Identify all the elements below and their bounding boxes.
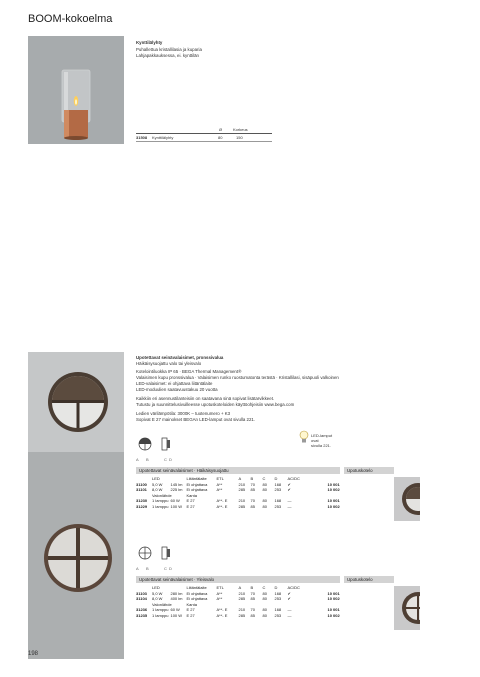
col-a: A [238,476,242,481]
cell-b: 70 [250,590,255,596]
cell-a: 210 [238,607,246,613]
cell-lamp: 1 lamppu [152,498,169,504]
dimension-label-c: C [164,566,167,571]
table-bar-housing: Upotuskotelo [344,467,394,474]
cell-code: 31103 [136,590,147,596]
cell-acdc: — [287,503,292,509]
cell-etl: A**- E [216,612,228,618]
table-rule [136,133,272,134]
cell-a: 210 [238,590,246,596]
col-gear: Liitäntälaite [186,585,207,590]
dimension-label-b: B [146,566,149,571]
feature-line: Valaisimen kupu pronssivalua · Valaisimen runko ruostumatonta terästä · Kristallilasi, sisäpuoli valkoinen [136,375,339,380]
cell-lumen: 280 lm [170,590,183,596]
cell-code: 31235 [136,612,148,618]
cell-a: 285 [238,487,246,493]
section-title: Upotettavat seinävalaisimet, pronssivalua [136,355,224,360]
col-acdc: AC/DC [287,585,300,590]
section-subtitle: Häikäisysuojattu valo tai yleisvalo [136,361,202,366]
cell-acdc: — [287,612,292,618]
led-callout-line: ovat [311,438,319,443]
product-diameter: 80 [218,135,223,140]
cell-c: 80 [262,498,267,504]
col-base: Kanta [186,492,197,498]
led-spec-table-shielded [136,476,342,510]
cell-a: 285 [238,596,246,602]
cell-code: 31101 [136,487,147,493]
bulb-note: Sopivat E 27 mainokset BEGAn LED-lamput ovat sivulla 221. [136,417,256,422]
led-callout-line: sivulla 221. [311,443,332,448]
feature-line: Kotelointiluokka IP 65 · BEGA Thermal Management® [136,369,242,374]
cell-b: 85 [250,487,255,493]
cell-acdc: — [287,607,292,613]
led-spec-table-general [136,585,342,619]
product-description-line: Puhallettua kristallilasia ja kuparia [136,47,202,52]
table-bar-shielded: Upotettavat seinävalaisimet · Häikäisysuojattu [136,467,340,474]
cell-a: 210 [238,481,246,487]
dimension-label-d: D [169,566,172,571]
feature-line: LED-moduulien saatavuustakuu 20 vuotta [136,387,218,392]
cell-code: 31100 [136,481,147,487]
cell-lumen: 145 lm [170,481,183,487]
cell-code: 31104 [136,596,147,602]
product-photo-candle-lantern [28,36,124,144]
dimension-label-a: A [136,566,139,571]
cell-lamp: 1 lamppu [152,607,169,613]
cell-gear: Ei ohjattava [186,590,208,596]
cell-gear: Ei ohjattava [186,487,208,493]
cell-d: 253 [274,612,282,618]
cell-base: E 27 [186,503,195,509]
cell-c: 80 [262,590,267,596]
cell-c: 80 [262,487,267,493]
cell-c: 80 [262,607,267,613]
cell-etl: A** [216,590,223,596]
col-light-source: Valonlähde [152,492,172,498]
cell-lamp: 1 lamppu [152,503,169,509]
col-a: A [238,585,242,590]
dimension-label-d: D [169,457,172,462]
cell-d: 168 [274,498,282,504]
cell-watt: 5,0 W [152,590,163,596]
cell-housing: 10 001 [327,481,340,487]
cell-b: 70 [250,498,255,504]
col-c: C [262,585,266,590]
product-title: Kynttilälyhty [136,40,163,45]
cell-d: 168 [274,607,282,613]
housing-photo [394,477,420,521]
cell-etl: A** [216,596,223,602]
page-number: 198 [28,651,39,657]
table-bar-housing: Upotuskotelo [344,576,394,583]
cell-watt: 8,0 W [152,487,163,493]
cell-base: E 27 [186,607,195,613]
cell-d: 253 [274,487,282,493]
cell-c: 80 [262,503,267,509]
cell-housing: 10 001 [327,498,340,504]
note-line: Tutustu ja suunnittelusivuilleesse upotuskoteloiden käyttöohjeisiin www.bega.com [136,402,295,407]
cell-lumen: 225 lm [170,487,183,493]
col-b: B [250,585,254,590]
col-c: C [262,476,266,481]
column-header-diameter: Ø [219,127,223,132]
cell-watt: 60 W [170,607,180,613]
cell-etl: A**- E [216,503,228,509]
col-gear: Liitäntälaite [186,476,207,481]
column-header-height: Korkeus [233,127,248,132]
cell-gear: Ei ohjattava [186,596,208,602]
cell-c: 80 [262,481,267,487]
cell-etl: A**- E [216,607,228,613]
housing-photo [394,586,420,630]
cell-lumen: 400 lm [170,596,183,602]
cell-acdc: ✔ [287,487,291,493]
table-bar-general: Upotettavat seinävalaisimet · Yleisvalo [136,576,340,583]
product-height: 150 [236,135,243,140]
cell-base: E 27 [186,498,195,504]
cell-lamp: 1 lamppu [152,612,169,618]
cell-base: E 27 [186,612,195,618]
cell-acdc: ✔ [287,481,291,487]
cell-b: 70 [250,607,255,613]
led-callout-line: LED-lamput [311,433,333,438]
col-b: B [250,476,254,481]
cell-etl: A** [216,481,223,487]
cell-acdc: — [287,498,292,504]
cell-d: 253 [274,596,282,602]
cell-watt: 5,0 W [152,481,163,487]
product-photo-cross-wall-luminaire [28,452,124,659]
product-description-line: Lahjapakkauksessa, ei. kynttilän [136,53,199,58]
led-bulb-icon [299,430,309,449]
cell-watt: 100 W [170,503,183,509]
col-led: LED [152,585,160,590]
col-d: D [274,476,278,481]
dimension-label-c: C [164,457,167,462]
cell-acdc: ✔ [287,596,291,602]
cell-housing: 10 002 [327,612,340,618]
cell-code: 31229 [136,503,148,509]
col-led: LED [152,476,160,481]
page-title: BOOM-kokoelma [28,13,113,25]
feature-line: LED-valaisimet: ei ohjattava liitäntälaite [136,381,213,386]
cell-watt: 100 W [170,612,183,618]
cell-d: 253 [274,503,282,509]
cell-a: 285 [238,503,246,509]
product-photo-shielded-wall-luminaire [28,352,124,452]
cell-watt: 60 W [170,498,180,504]
dimension-label-b: B [146,457,149,462]
cell-c: 80 [262,596,267,602]
col-light-source: Valonlähde [152,601,172,607]
dimension-label-a: A [136,457,139,462]
cell-acdc: ✔ [287,590,291,596]
cell-watt: 8,0 W [152,596,163,602]
cell-b: 85 [250,596,255,602]
cell-d: 168 [274,590,282,596]
col-base: Kanta [186,601,197,607]
cell-a: 285 [238,612,246,618]
col-etl: ETL [216,476,224,481]
product-code: 31508 [136,135,148,140]
cell-housing: 10 002 [327,487,340,493]
col-etl: ETL [216,585,224,590]
cell-housing: 10 001 [327,607,340,613]
cell-gear: Ei ohjattava [186,481,208,487]
color-temperature-note: Ledien värilämpötila: 3000K – tuotenumero + K3 [136,411,231,416]
table-rule [136,141,272,142]
cell-code: 31230 [136,498,148,504]
cell-etl: A** [216,487,223,493]
cell-housing: 10 001 [327,590,340,596]
table-row [136,504,342,510]
cell-b: 85 [250,503,255,509]
product-name: Kynttilälyhty [152,135,174,140]
cell-code: 31236 [136,607,148,613]
cell-c: 80 [262,612,267,618]
cell-etl: A**- E [216,498,228,504]
cell-b: 85 [250,612,255,618]
cell-b: 70 [250,481,255,487]
cell-a: 210 [238,498,246,504]
col-d: D [274,585,278,590]
note-line: Kaikkiin eri asennustilanteisiin on saatavana sinä sopivat lisätarvikkeet. [136,396,275,401]
cell-d: 168 [274,481,282,487]
cell-housing: 10 002 [327,596,340,602]
cell-housing: 10 002 [327,503,340,509]
table-row [136,613,342,619]
col-acdc: AC/DC [287,476,300,481]
